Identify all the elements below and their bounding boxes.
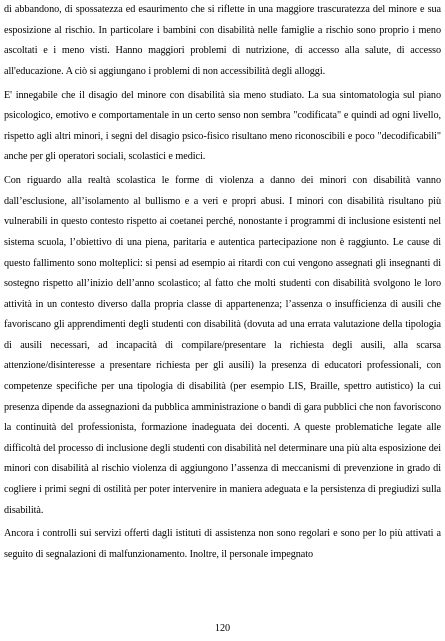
paragraph-school-violence: Con riguardo alla realtà scolastica le forme di violenza a danno dei minori con disabilità vanno dall’esclusione, all’isolamento al bullismo e a veri e propri abusi. I minori con disabilità risultano più vulnerabili in questo contesto rispetto ai coetanei perché, nonostante i programmi di inclusione esistenti nel sistema scuola, l’obiettivo di una piena, paritaria e autentica partecipazione non è raggiunto. Le cause di questo fallimento sono molteplici: si pensi ad esempio ai ritardi con cui vengono assegnati gli insegnanti di sostegno rispetto all’inizio dell’anno scolastico; al fatto che molti studenti con disabilità svolgono le loro attività in un contesto diverso dalla propria classe di appartenenza; l’assenza o insufficienza di ausili che favoriscano gli apprendimenti degli studenti con disabilità (dovuta ad una errata valutazione della tipologia di ausili necessari, ad incapacità di compilare/presentare la richiesta degli ausili, alla scarsa attenzione/disinteresse a presentare richiesta per gli ausili) la presenza di educatori professionali, con competenze specifiche per una tipologia di disabilità (per esempio LIS, Braille, spettro autistico) la cui presenza dipende da assegnazioni da pubblica amministrazione o bandi di gara pubblici che non favoriscono la continuità del professionista, formazione inadeguata dei docenti. A queste problematiche legate alle difficoltà del processo di inclusione degli studenti con disabilità nel determinare una più alta esposizione dei minori con disabilità al rischio violenza di aggiungono l’assenza di meccanismi di prevenzione in grado di cogliere i primi segni di ostilità per poter intervenire in maniera adeguata e la persistenza di pregiudizi sulla disabilità.: [4, 175, 441, 516]
paragraph-assistance-controls: Ancora i controlli sui servizi offerti dagli istituti di assistenza non sono regolari e sono per lo più attivati a seguito di segnalazioni di malfunzionamento. Inoltre, il personale impegnato: [4, 528, 441, 560]
page-number: 120: [214, 623, 231, 634]
paragraph-distress-signs: E' innegabile che il disagio del minore con disabilità sia meno studiato. La sua sintomatologia sul piano psicologico, emotivo e comportamentale in un certo senso non sembra "codificata" e quindi ad ogni livello, rispetto agli altri minori, i segni del disagio psico-fisico risultano meno riconoscibili e poco "decodificabili" anche per gli operatori sociali, scolastici e medici.: [4, 89, 441, 163]
paragraph-family-risk: di abbandono, di spossatezza ed esaurimento che si riflette in una maggiore trascuratezza del minore e sua esposizione al rischio. In particolare i bambini con disabilità nelle famiglie a rischio sono proprio i meno ascoltati e i meno visti. Hanno maggiori problemi di nutrizione, di accesso alla salute, di accesso all'educazione. A ciò si aggiungano i problemi di non accessibilità degli alloggi.: [4, 4, 441, 77]
